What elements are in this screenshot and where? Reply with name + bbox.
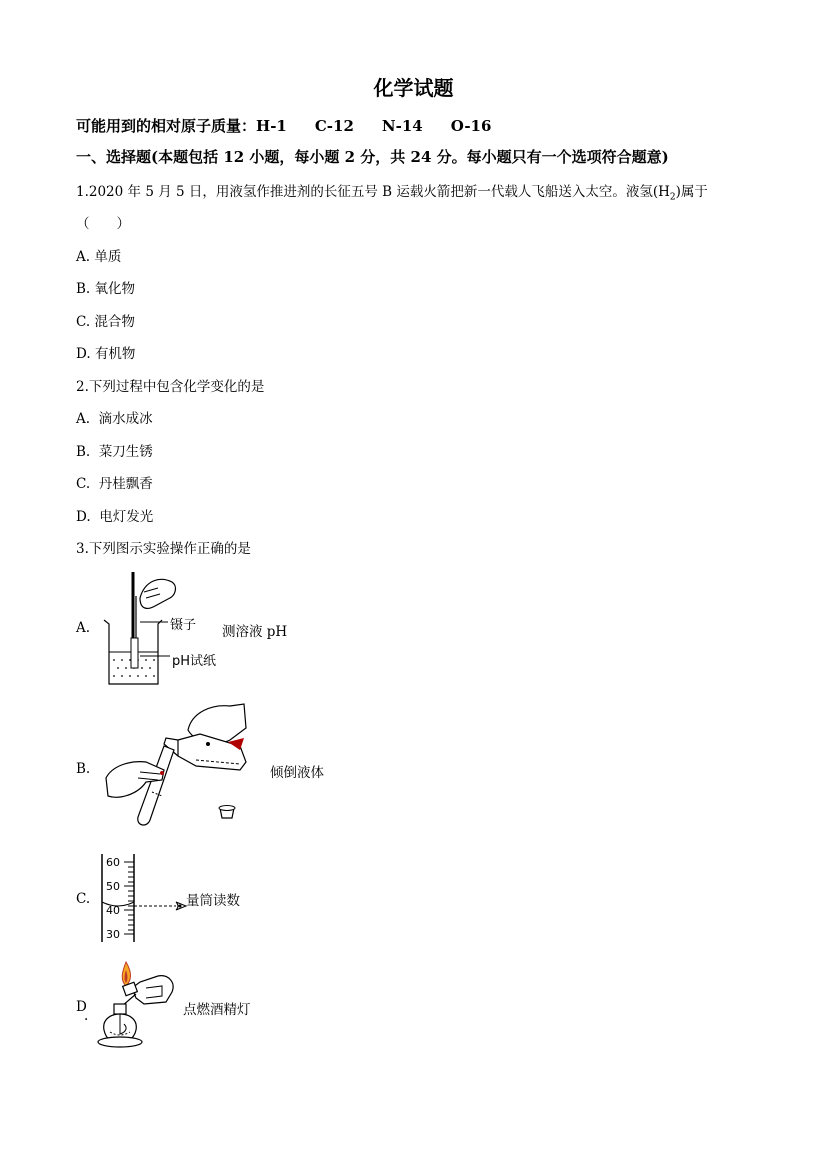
option-key: D. xyxy=(76,509,91,525)
option-key: A. xyxy=(76,249,91,265)
question-2-text: 2.下列过程中包含化学变化的是 xyxy=(76,379,265,395)
q1-option-b[interactable] xyxy=(76,277,135,297)
q2-option-b[interactable] xyxy=(76,440,153,460)
page-title: 化学试题 xyxy=(373,76,454,100)
q3-option-a-caption: 测溶液 pH xyxy=(222,624,288,640)
question-1-subscript: 2 xyxy=(669,192,676,203)
q3-option-c-key[interactable]: C. xyxy=(76,891,91,907)
option-text: 丹桂飘香 xyxy=(98,476,153,492)
option-text: 混合物 xyxy=(94,314,135,330)
q1-option-c[interactable] xyxy=(76,310,135,330)
option-key: D. xyxy=(76,346,91,362)
q3-option-b-caption: 倾倒液体 xyxy=(270,765,324,781)
cylinder-reading-illustration xyxy=(98,852,190,944)
question-1-tail: )属于 xyxy=(675,184,708,200)
alcohol-lamp-illustration xyxy=(96,958,186,1050)
q1-option-d[interactable] xyxy=(76,342,135,362)
option-text: 菜刀生锈 xyxy=(98,444,153,460)
tweezers-label: 镊子 xyxy=(170,618,197,633)
atomic-mass-n: N-14 xyxy=(381,117,423,135)
atomic-mass-line xyxy=(76,115,491,136)
q3-option-d-key[interactable]: D xyxy=(76,999,87,1015)
section-heading: 一、选择题(本题包括 12 小题，每小题 2 分，共 24 分。每小题只有一个选项符合题意) xyxy=(76,148,669,166)
tick-50: 50 xyxy=(106,880,120,893)
option-key: C. xyxy=(76,314,91,330)
atomic-mass-label: 可能用到的相对原子质量： xyxy=(76,117,257,135)
atomic-mass-c: C-12 xyxy=(314,117,354,135)
q2-option-a[interactable] xyxy=(76,407,153,427)
option-text: 单质 xyxy=(94,249,122,265)
tick-40: 40 xyxy=(106,904,120,917)
option-key: A. xyxy=(76,411,91,427)
option-key: B. xyxy=(76,281,91,297)
option-text: 滴水成冰 xyxy=(98,411,153,427)
question-1-text xyxy=(76,180,708,203)
q2-option-c[interactable] xyxy=(76,472,153,492)
option-text: 有机物 xyxy=(94,346,136,362)
option-key: C. xyxy=(76,476,91,492)
pouring-liquid-illustration xyxy=(100,700,250,830)
option-text: 电灯发光 xyxy=(99,509,154,525)
q2-option-d[interactable] xyxy=(76,505,153,525)
q3-option-b-key[interactable]: B. xyxy=(76,761,91,777)
tick-30: 30 xyxy=(106,928,120,941)
ph-paper-label: pH试纸 xyxy=(172,654,217,669)
atomic-mass-o: O-16 xyxy=(450,117,492,135)
question-1-blank: （ ） xyxy=(76,216,130,232)
tick-60: 60 xyxy=(106,856,120,869)
q3-option-d-dot: . xyxy=(84,1008,89,1024)
q3-option-c-caption: 量筒读数 xyxy=(186,893,240,909)
q1-option-a[interactable] xyxy=(76,245,121,265)
q3-option-d-caption: 点燃酒精灯 xyxy=(183,1002,251,1018)
q3-option-a-key[interactable]: A. xyxy=(76,620,91,636)
ph-test-illustration xyxy=(100,566,230,690)
question-1-body: 1.2020 年 5 月 5 日，用液氢作推进剂的长征五号 B 运载火箭把新一代载人飞船送入太空。液氢(H xyxy=(76,184,670,200)
question-3-text: 3.下列图示实验操作正确的是 xyxy=(76,541,251,557)
option-key: B. xyxy=(76,444,91,460)
atomic-mass-h: H-1 xyxy=(256,117,287,135)
option-text: 氧化物 xyxy=(94,281,136,297)
